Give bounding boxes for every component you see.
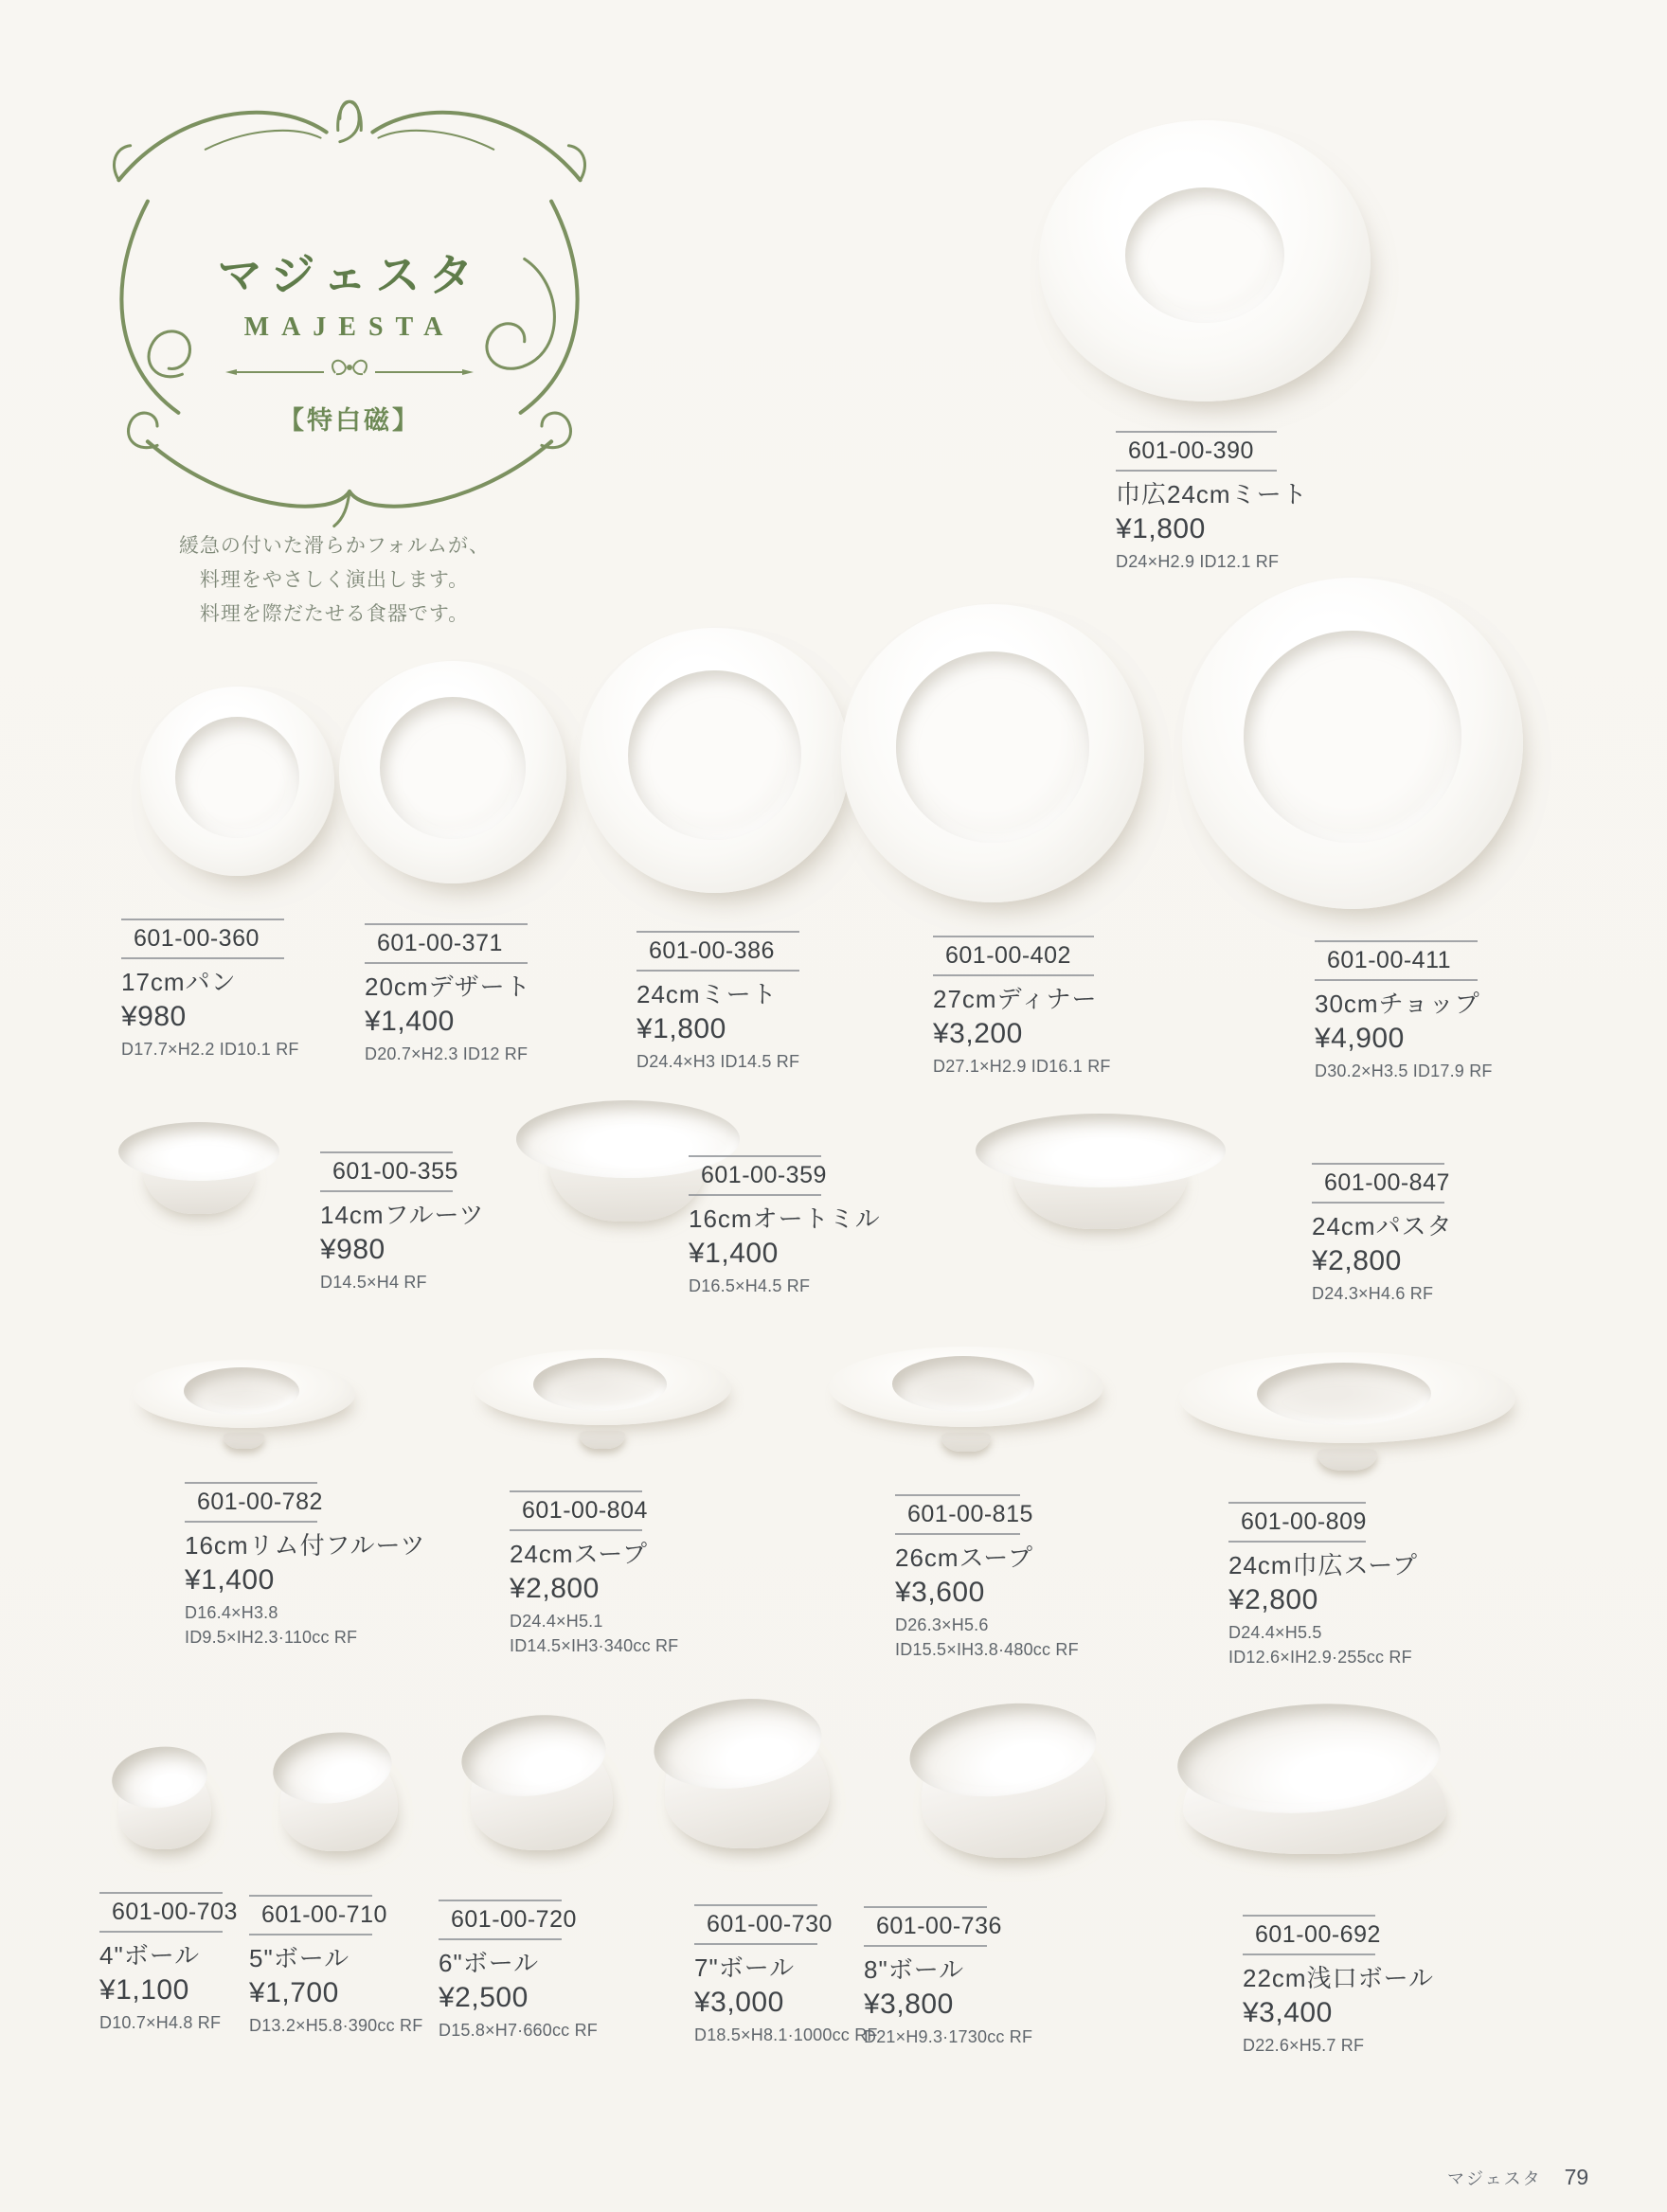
plate-well xyxy=(175,717,299,838)
rule xyxy=(185,1521,317,1523)
dish-photo-601-00-710 xyxy=(273,1733,405,1854)
rule xyxy=(895,1533,1020,1535)
product-code: 601-00-710 xyxy=(261,1901,387,1928)
product-dimensions-2: ID14.5×IH3·340cc RF xyxy=(510,1635,679,1655)
rule xyxy=(933,974,1094,976)
rule xyxy=(689,1194,821,1196)
product-name: 16cmリム付フルーツ xyxy=(185,1531,426,1560)
rule xyxy=(1243,1953,1375,1955)
rule xyxy=(689,1155,821,1157)
description-line: 料理をやさしく演出します。 xyxy=(199,568,470,591)
dish-photo-601-00-390 xyxy=(1039,120,1371,401)
rule xyxy=(510,1529,642,1531)
product-name: 24cmスープ xyxy=(510,1540,648,1568)
product-card xyxy=(121,919,299,1061)
product-dimensions: D14.5×H4 RF xyxy=(320,1273,427,1293)
dish-photo-601-00-847 xyxy=(976,1114,1226,1233)
dish-photo-601-00-730 xyxy=(654,1700,841,1851)
product-dimensions: D24.4×H5.5 xyxy=(1228,1623,1322,1643)
bowl-foot xyxy=(1317,1449,1378,1471)
product-card xyxy=(689,1155,881,1297)
rule xyxy=(249,1934,372,1936)
rule xyxy=(99,1892,223,1894)
product-name: 26cmスープ xyxy=(895,1543,1033,1572)
product-dimensions-2: ID15.5×IH3.8·480cc RF xyxy=(895,1639,1079,1659)
rule xyxy=(933,936,1094,937)
dish-photo-601-00-371 xyxy=(339,661,566,883)
product-dimensions: D27.1×H2.9 ID16.1 RF xyxy=(933,1057,1111,1077)
rule xyxy=(636,970,799,972)
rule xyxy=(365,962,528,964)
bowl-well xyxy=(533,1358,667,1411)
dish-photo-601-00-809 xyxy=(1179,1345,1515,1471)
product-card xyxy=(249,1895,423,2037)
product-price: ¥1,700 xyxy=(249,1976,339,2008)
rule xyxy=(121,919,284,920)
product-price: ¥3,000 xyxy=(694,1986,784,2018)
rule xyxy=(694,1943,817,1945)
product-name: 6"ボール xyxy=(439,1949,540,1977)
brand-plaque xyxy=(90,55,609,530)
product-code: 601-00-371 xyxy=(377,930,503,956)
product-dimensions: D26.3×H5.6 xyxy=(895,1615,989,1635)
product-price: ¥3,600 xyxy=(895,1576,985,1608)
product-name: 巾広24cmミート xyxy=(1116,480,1308,508)
product-dimensions: D13.2×H5.8·390cc RF xyxy=(249,2016,423,2036)
product-dimensions: D24.3×H4.6 RF xyxy=(1312,1284,1434,1304)
rule xyxy=(439,1900,562,1901)
product-card xyxy=(1315,940,1493,1082)
product-code: 601-00-386 xyxy=(649,937,775,964)
product-price: ¥1,400 xyxy=(185,1563,275,1596)
plate-well xyxy=(380,697,526,839)
rule xyxy=(249,1895,372,1897)
product-code: 601-00-360 xyxy=(134,925,260,952)
product-price: ¥3,800 xyxy=(864,1988,954,2020)
product-card xyxy=(933,936,1111,1078)
product-name: 30cmチョップ xyxy=(1315,990,1480,1018)
footer-page-number: 79 xyxy=(1564,2165,1589,2189)
rule xyxy=(99,1931,223,1933)
product-name: 14cmフルーツ xyxy=(320,1201,485,1229)
dish-photo-601-00-355 xyxy=(118,1122,279,1217)
dish-photo-601-00-386 xyxy=(580,628,850,893)
product-dimensions: D24.4×H5.1 xyxy=(510,1612,603,1632)
product-dimensions: D18.5×H8.1·1000cc RF xyxy=(694,2025,878,2045)
dish-photo-601-00-720 xyxy=(461,1716,622,1853)
bowl-well xyxy=(1257,1363,1432,1426)
product-price: ¥1,100 xyxy=(99,1973,189,2006)
rule xyxy=(1312,1202,1444,1204)
rule xyxy=(185,1482,317,1484)
rule xyxy=(1312,1163,1444,1165)
rule xyxy=(320,1151,453,1153)
product-dimensions: D16.4×H3.8 xyxy=(185,1603,278,1623)
product-dimensions: D10.7×H4.8 RF xyxy=(99,2013,222,2033)
product-price: ¥3,200 xyxy=(933,1017,1023,1049)
product-name: 16cmオートミル xyxy=(689,1204,881,1233)
product-price: ¥2,800 xyxy=(1312,1244,1402,1276)
rule xyxy=(1228,1502,1366,1504)
dish-photo-601-00-411 xyxy=(1182,578,1523,909)
product-code: 601-00-703 xyxy=(112,1899,238,1925)
product-card xyxy=(636,931,799,1073)
rule xyxy=(439,1938,562,1940)
rule xyxy=(636,931,799,933)
product-card xyxy=(320,1151,485,1293)
product-dimensions: D24.4×H3 ID14.5 RF xyxy=(636,1052,800,1072)
rule xyxy=(1243,1915,1375,1917)
rule xyxy=(510,1490,642,1492)
rule xyxy=(895,1494,1020,1496)
product-code: 601-00-730 xyxy=(707,1911,833,1937)
product-name: 20cmデザート xyxy=(365,972,531,1001)
product-price: ¥1,400 xyxy=(689,1237,779,1269)
product-card xyxy=(1116,431,1308,573)
product-name: 24cmミート xyxy=(636,980,778,1008)
bowl-well xyxy=(184,1367,299,1415)
product-code: 601-00-720 xyxy=(451,1906,577,1933)
product-name: 5"ボール xyxy=(249,1944,350,1972)
product-price: ¥1,800 xyxy=(636,1012,726,1044)
plate-well xyxy=(628,670,800,840)
product-price: ¥2,800 xyxy=(1228,1583,1318,1615)
product-code: 601-00-782 xyxy=(197,1489,323,1515)
product-dimensions-2: ID9.5×IH2.3·110cc RF xyxy=(185,1627,358,1647)
product-name: 17cmパン xyxy=(121,968,237,996)
rule xyxy=(1116,431,1277,433)
bowl-mouth xyxy=(976,1114,1226,1187)
product-price: ¥1,800 xyxy=(1116,512,1206,544)
product-code: 601-00-359 xyxy=(701,1162,827,1188)
description-line: 料理を際だたせる食器です。 xyxy=(199,602,470,625)
product-card xyxy=(1312,1163,1453,1305)
rule xyxy=(1228,1541,1366,1543)
product-dimensions-2: ID12.6×IH2.9·255cc RF xyxy=(1228,1647,1412,1667)
plate-well xyxy=(896,651,1090,843)
product-code: 601-00-411 xyxy=(1327,947,1452,973)
product-dimensions: D15.8×H7·660cc RF xyxy=(439,2021,598,2041)
bowl-foot xyxy=(580,1431,626,1449)
product-code: 601-00-402 xyxy=(945,942,1071,969)
product-name: 22cm浅口ボール xyxy=(1243,1964,1435,1992)
product-price: ¥4,900 xyxy=(1315,1022,1405,1054)
product-name: 4"ボール xyxy=(99,1941,201,1970)
brand-title: マジェスタ xyxy=(217,252,482,301)
product-code: 601-00-736 xyxy=(876,1913,1002,1939)
product-card xyxy=(99,1892,238,2034)
product-code: 601-00-804 xyxy=(522,1497,648,1524)
product-dimensions: D21×H9.3·1730cc RF xyxy=(864,2027,1033,2047)
dish-photo-601-00-402 xyxy=(841,604,1144,902)
footer-series-name: マジェスタ xyxy=(1447,2169,1542,2188)
product-card xyxy=(895,1494,1079,1660)
product-card xyxy=(694,1904,878,2046)
product-card xyxy=(439,1900,598,2042)
product-dimensions: D30.2×H3.5 ID17.9 RF xyxy=(1315,1061,1493,1081)
product-card xyxy=(185,1482,426,1648)
product-card xyxy=(365,923,531,1065)
brand-material-label: 【特白磁】 xyxy=(278,406,421,435)
product-price: ¥2,800 xyxy=(510,1572,600,1604)
catalog-description xyxy=(159,528,510,631)
rule xyxy=(121,957,284,959)
rule xyxy=(1315,979,1478,981)
description-line: 緩急の付いた滑らかフォルムが、 xyxy=(178,534,491,557)
product-name: 24cmパスタ xyxy=(1312,1212,1453,1240)
rule xyxy=(1116,470,1277,472)
plate-well xyxy=(1125,187,1284,323)
rule xyxy=(1315,940,1478,942)
product-card xyxy=(864,1906,1033,2048)
bowl-mouth xyxy=(118,1122,279,1181)
dish-photo-601-00-736 xyxy=(909,1704,1118,1861)
product-dimensions: D20.7×H2.3 ID12 RF xyxy=(365,1044,529,1064)
product-name: 8"ボール xyxy=(864,1955,965,1984)
rule xyxy=(864,1945,987,1947)
product-dimensions: D17.7×H2.2 ID10.1 RF xyxy=(121,1040,299,1060)
rule xyxy=(320,1190,453,1192)
ornament-divider-icon xyxy=(224,358,475,386)
product-price: ¥980 xyxy=(121,1000,187,1032)
product-dimensions: D24×H2.9 ID12.1 RF xyxy=(1116,552,1280,572)
dish-photo-601-00-815 xyxy=(829,1340,1103,1452)
product-card xyxy=(510,1490,679,1656)
dish-photo-601-00-692 xyxy=(1177,1704,1452,1864)
product-price: ¥980 xyxy=(320,1233,385,1265)
bowl-well xyxy=(892,1356,1035,1412)
bowl-foot xyxy=(941,1433,991,1452)
bowl-foot xyxy=(224,1433,263,1449)
product-price: ¥3,400 xyxy=(1243,1996,1333,2028)
product-code: 601-00-390 xyxy=(1128,437,1254,464)
product-card xyxy=(1228,1502,1418,1668)
product-name: 7"ボール xyxy=(694,1953,796,1982)
dish-photo-601-00-782 xyxy=(133,1354,355,1449)
product-name: 27cmディナー xyxy=(933,985,1098,1013)
product-code: 601-00-692 xyxy=(1255,1921,1381,1948)
rule xyxy=(694,1904,817,1906)
product-dimensions: D22.6×H5.7 RF xyxy=(1243,2036,1365,2056)
product-code: 601-00-355 xyxy=(332,1158,458,1185)
plate-well xyxy=(1244,631,1461,843)
product-name: 24cm巾広スープ xyxy=(1228,1551,1418,1579)
product-card xyxy=(1243,1915,1435,2057)
rule xyxy=(365,923,528,925)
product-code: 601-00-815 xyxy=(907,1501,1033,1527)
product-code: 601-00-809 xyxy=(1241,1508,1367,1535)
product-code: 601-00-847 xyxy=(1324,1169,1450,1196)
brand-title-latin: MAJESTA xyxy=(243,312,456,342)
product-dimensions: D16.5×H4.5 RF xyxy=(689,1276,811,1296)
product-price: ¥2,500 xyxy=(439,1981,529,2013)
rule xyxy=(864,1906,987,1908)
product-price: ¥1,400 xyxy=(365,1005,455,1037)
dish-photo-601-00-360 xyxy=(140,687,334,876)
dish-photo-601-00-804 xyxy=(474,1343,731,1449)
dish-photo-601-00-703 xyxy=(112,1747,218,1851)
page-footer xyxy=(1447,2165,1588,2190)
